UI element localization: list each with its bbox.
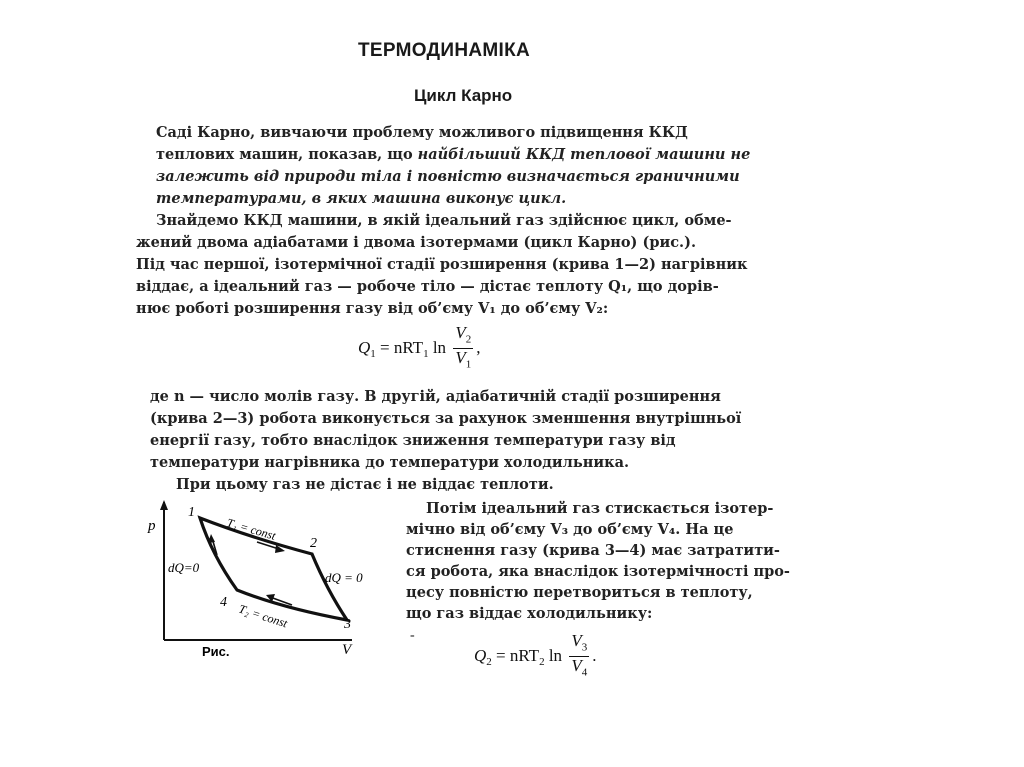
text-line: що газ віддає холодильнику: bbox=[406, 605, 653, 622]
formula-q1: $Q_1 = nRT_1$ ln $\frac{V_2}{V_1}$ , bbox=[358, 324, 480, 374]
adiabat-label-left: dQ=0 bbox=[168, 560, 200, 575]
paragraph-adiabatic bbox=[150, 386, 741, 496]
y-arrow bbox=[160, 500, 168, 510]
point-label-3: 3 bbox=[344, 617, 351, 632]
fraction: $\frac{V_3}{V_4}$ bbox=[571, 631, 588, 679]
text-line: де n — число молів газу. В другій, адіабатичній стадії розширення bbox=[150, 388, 721, 405]
point-label-4: 4 bbox=[220, 595, 227, 610]
text-line: віддає, а ідеальний газ — робоче тіло — дістає теплоту Q₁, що дорів- bbox=[136, 278, 719, 295]
paragraph-compression bbox=[406, 498, 790, 624]
fraction: $\frac{V_2}{V_1}$ bbox=[455, 323, 472, 371]
text-line: цесу повністю перетвориться в теплоту, bbox=[406, 584, 753, 601]
figure-caption: Рис. bbox=[202, 644, 230, 659]
axis-label-x: V bbox=[342, 642, 352, 658]
formula-q2: $Q_2 = nRT_2$ ln $\frac{V_3}{V_4}$ . bbox=[474, 632, 596, 682]
text-line: Під час першої, ізотермічної стадії розширення (крива 1—2) нагрівник bbox=[136, 256, 748, 273]
text-line: При цьому газ не дістає і не віддає теплоти. bbox=[176, 476, 554, 493]
text-line: мічно від об’єму V₃ до об’єму V₄. На це bbox=[406, 521, 734, 538]
paragraph-efficiency bbox=[136, 210, 747, 320]
text-line: нює роботі розширення газу від об’єму V₁ до об’єму V₂: bbox=[136, 300, 609, 317]
formula-dash: - bbox=[410, 628, 415, 643]
point-label-2: 2 bbox=[310, 536, 317, 551]
text-line: енергії газу, тобто внаслідок зниження температури газу від bbox=[150, 432, 676, 449]
carnot-cycle-diagram bbox=[142, 500, 382, 660]
text-line: Знайдемо ККД машини, в якій ідеальний газ здійснює цикл, обме- bbox=[156, 212, 732, 229]
text-line: Саді Карно, вивчаючи проблему можливого підвищення ККД bbox=[156, 124, 688, 141]
text-line: температурами, в яких машина виконує цикл. bbox=[156, 190, 567, 207]
isotherm-label-t2: T₂ = const bbox=[237, 601, 290, 631]
section-title: Цикл Карно bbox=[414, 86, 513, 105]
adiabat-label-right: dQ = 0 bbox=[325, 570, 363, 585]
text-line: стиснення газу (крива 3—4) має затратити- bbox=[406, 542, 780, 559]
text-line: залежить від природи тіла і повністю визначається граничними bbox=[156, 168, 740, 185]
isotherm-label-t1: T₁ = const bbox=[225, 515, 278, 543]
axis-label-y: p bbox=[148, 518, 156, 534]
point-label-1: 1 bbox=[188, 505, 195, 520]
paragraph-carnot-intro bbox=[156, 122, 750, 210]
text-line: жений двома адіабатами і двома ізотермами (цикл Карно) (рис.). bbox=[136, 234, 696, 251]
page-title: ТЕРМОДИНАМІКА bbox=[358, 40, 531, 61]
text-line: Потім ідеальний газ стискається ізотер- bbox=[426, 500, 774, 517]
text-line: теплових машин, показав, що найбільший ККД теплової машини не bbox=[156, 146, 751, 163]
text-line: температури нагрівника до температури холодильника. bbox=[150, 454, 630, 471]
text-line: ся робота, яка внаслідок ізотермічності про- bbox=[406, 563, 790, 580]
text-line: (крива 2—3) робота виконується за рахунок зменшення внутрішньої bbox=[150, 410, 742, 427]
